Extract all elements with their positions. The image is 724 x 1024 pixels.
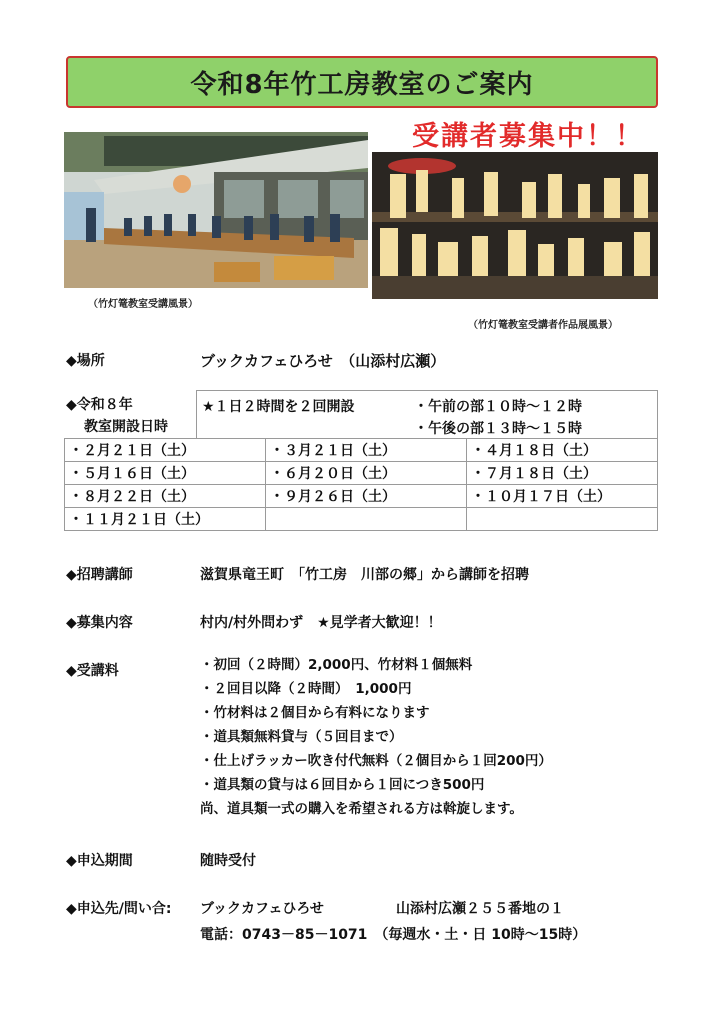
- page-title: 令和8年竹工房教室のご案内: [190, 69, 534, 100]
- list-item: ・竹材料は２個目から有料になります: [200, 705, 430, 721]
- photo-caption-right: （竹灯篭教室受講者作品展風景）: [468, 320, 618, 331]
- recruit-heading: 受講者募集中！！: [412, 121, 644, 152]
- period-label: ◆申込期間: [66, 853, 133, 869]
- instructor-value: 滋賀県竜王町 「竹工房 川部の郷」から講師を招聘: [200, 567, 529, 583]
- list-item: 尚、道具類一式の購入を希望される方は斡旋します。: [200, 801, 523, 817]
- photo-caption-left: （竹灯篭教室受講風景）: [88, 299, 198, 310]
- date-cell: ・６月２０日（土）: [266, 462, 467, 485]
- date-cell: ・９月２６日（土）: [266, 485, 467, 508]
- schedule-label-line1: ◆令和８年: [66, 397, 133, 413]
- schedule-label-line2: 教室開設日時: [84, 419, 168, 435]
- date-cell: ・３月２１日（土）: [266, 439, 467, 462]
- table-row: [65, 439, 658, 462]
- contact-address: 山添村広瀬２５５番地の１: [396, 901, 564, 917]
- date-cell: [467, 508, 658, 531]
- workshop-photo: [64, 132, 368, 288]
- date-cell: [266, 508, 467, 531]
- exhibition-photo: [372, 152, 658, 299]
- date-cell: ・５月１６日（土）: [65, 462, 266, 485]
- date-cell: ・１０月１７日（土）: [467, 485, 658, 508]
- contact-name: ブックカフェひろせ: [200, 901, 324, 917]
- recruitment-label: ◆募集内容: [66, 615, 133, 631]
- table-row: [65, 462, 658, 485]
- contact-phone: 電話：0743－85－1071 （毎週水・土・日 10時～15時）: [200, 927, 587, 943]
- list-item: ・２回目以降（２時間） 1,000円: [200, 681, 412, 697]
- session-morning: ・午前の部１０時～１２時: [414, 399, 582, 415]
- list-item: ・初回（２時間）2,000円、竹材料１個無料: [200, 657, 473, 673]
- session-afternoon: ・午後の部１３時～１５時: [414, 421, 582, 437]
- list-item: ・道具類無料貸与（５回目まで）: [200, 729, 403, 745]
- fees-list: [200, 653, 552, 821]
- date-cell: ・８月２２日（土）: [65, 485, 266, 508]
- title-banner: [66, 56, 658, 108]
- table-row: [65, 485, 658, 508]
- period-value: 随時受付: [200, 853, 256, 869]
- schedule-note: ★１日２時間を２回開設: [202, 399, 355, 415]
- fees-label: ◆受講料: [66, 663, 119, 679]
- table-row: [65, 508, 658, 531]
- venue-value: ブックカフェひろせ （山添村広瀬）: [200, 352, 446, 370]
- contact-label: ◆申込先/問い合:: [66, 901, 172, 917]
- list-item: ・道具類の貸与は６回目から１回につき500円: [200, 777, 485, 793]
- list-item: ・仕上げラッカー吹き付代無料（２個目から１回200円）: [200, 753, 552, 769]
- instructor-label: ◆招聘講師: [66, 567, 133, 583]
- date-cell: ・７月１８日（土）: [467, 462, 658, 485]
- venue-label: ◆場所: [66, 353, 105, 369]
- schedule-table: [64, 438, 658, 531]
- recruitment-value: 村内/村外問わず ★見学者大歓迎！！: [200, 615, 442, 631]
- date-cell: ・１１月２１日（土）: [65, 508, 266, 531]
- date-cell: ・２月２１日（土）: [65, 439, 266, 462]
- date-cell: ・４月１８日（土）: [467, 439, 658, 462]
